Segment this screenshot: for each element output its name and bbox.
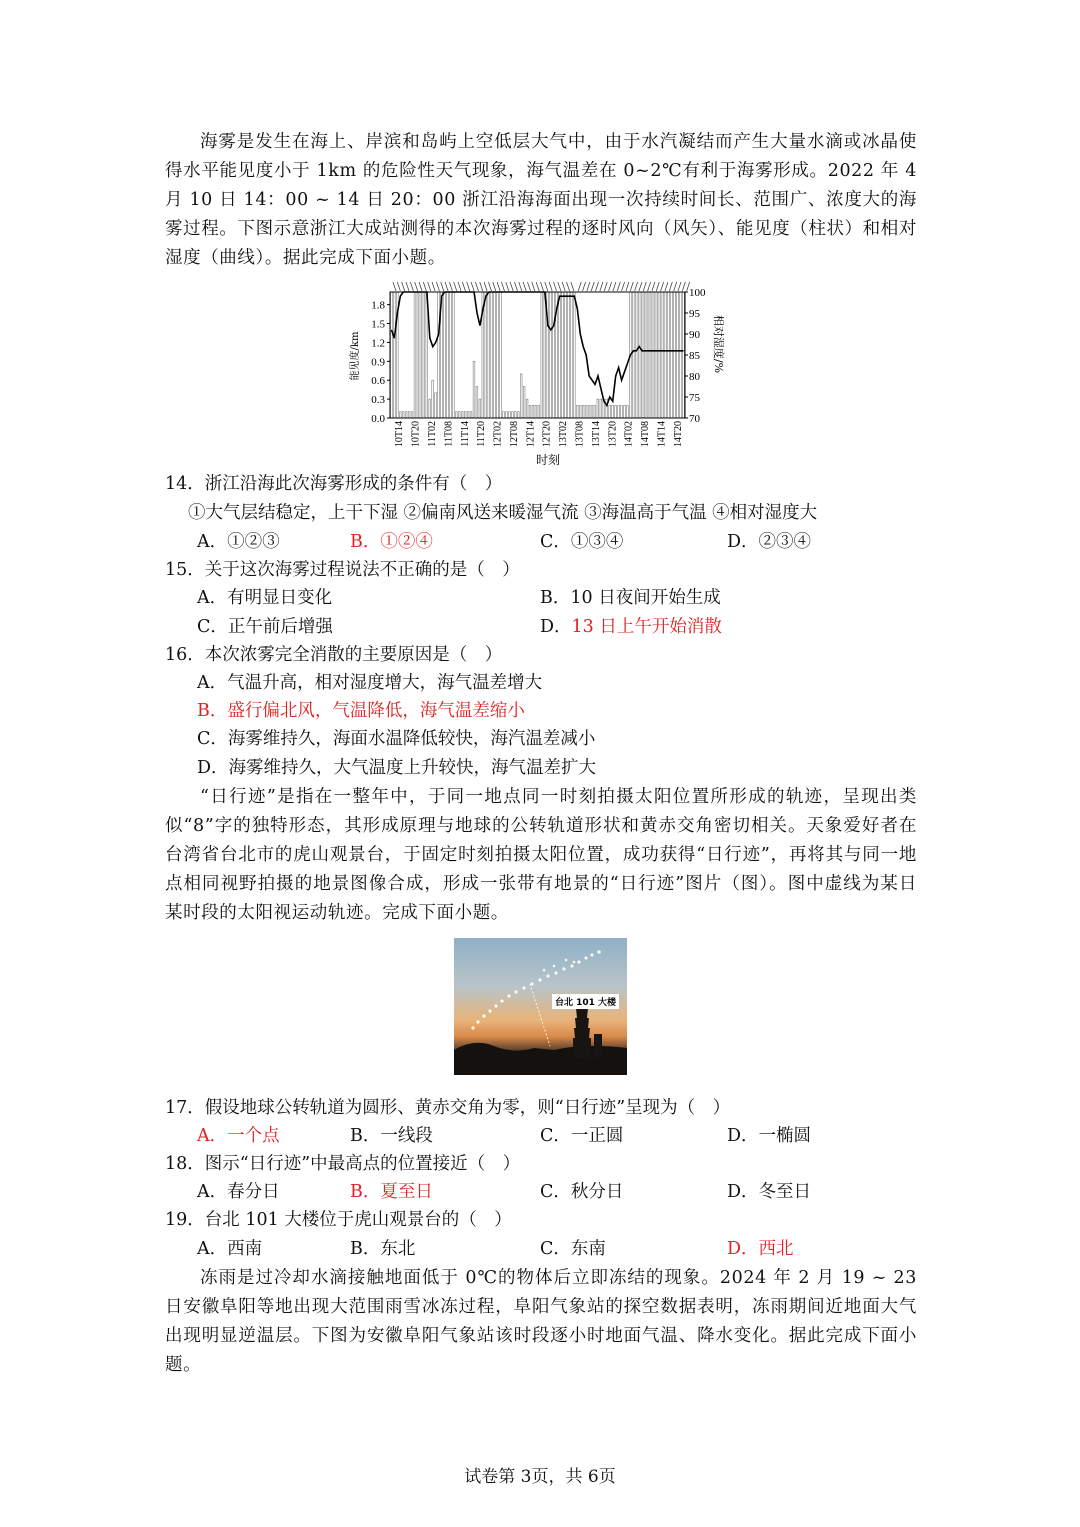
right-tick-label: 100 — [689, 287, 706, 299]
right-tick-label: 80 — [689, 371, 700, 383]
wind-barb — [669, 282, 672, 291]
sea-fog-chart — [340, 278, 740, 470]
visibility-bar — [609, 405, 611, 418]
wind-barb — [587, 282, 590, 291]
wind-barb — [626, 282, 629, 291]
q17-option-b: B．一线段 — [350, 1126, 433, 1146]
x-tick-label: 14T14 — [656, 421, 668, 448]
visibility-bar — [532, 405, 534, 418]
wind-barb — [462, 282, 465, 291]
wind-barb — [471, 282, 474, 291]
q18-stem: 18．图示“日行迹”中最高点的位置接近（ ） — [165, 1154, 521, 1174]
page-footer: 试卷第 3页，共 6页 — [464, 1467, 616, 1487]
q18-option-b: B．夏至日 — [350, 1182, 433, 1202]
q16-option-a: A．气温升高，相对湿度增大，海气温差增大 — [197, 673, 543, 693]
wind-barb — [571, 282, 574, 291]
visibility-bar — [582, 405, 584, 418]
wind-barb — [484, 282, 487, 291]
analemma-photo — [454, 938, 627, 1075]
right-tick-label: 90 — [689, 329, 700, 341]
visibility-bar — [393, 292, 395, 418]
wind-barb — [510, 282, 513, 291]
passage-freezing-rain: 冻雨是过冷却水滴接触地面低于 0℃的物体后立即冻结的现象。2024 年 2 月 19 ~ 23 日安徽阜阳等地出现大范围雨雪冰冻过程，阜阳气象站的探空数据表明，冻雨期间近地面大气出现明显逆温层。下图为安徽阜阳气象站该时段逐小时地面气温、降水变化。据此完成下面小题。 — [165, 1268, 917, 1375]
x-tick-label: 12T08 — [508, 421, 520, 448]
x-tick-label: 14T08 — [640, 421, 652, 448]
visibility-bar — [627, 405, 629, 418]
q17-stem: 17．假设地球公转轨道为圆形、黄赤交角为零，则“日行迹”呈现为（ ） — [165, 1098, 731, 1118]
y-right-axis-title: 相对湿度/% — [712, 314, 725, 374]
visibility-bar — [668, 292, 670, 418]
wind-barb — [613, 282, 616, 291]
q16-stem: 16．本次浓雾完全消散的主要原因是（ ） — [165, 645, 503, 665]
wind-barb — [562, 282, 565, 291]
x-tick-label: 10T20 — [410, 421, 422, 448]
q15-option-a: A．有明显日变化 — [197, 588, 333, 608]
q15-option-d-text: 13 日上午开始消散 — [571, 617, 722, 637]
visibility-bar — [520, 374, 522, 418]
visibility-bar — [562, 292, 564, 418]
left-tick-label: 0.6 — [371, 375, 385, 388]
wind-barb — [415, 282, 418, 291]
wind-barb — [674, 282, 677, 291]
wind-barb — [397, 282, 400, 291]
right-tick-label: 75 — [689, 392, 700, 404]
visibility-bar — [509, 412, 511, 418]
visibility-bar — [479, 399, 481, 418]
q14-option-b: B．①②④ — [350, 532, 433, 552]
q14-stem: 14．浙江沿海此次海雾形成的条件有（ ） — [165, 474, 503, 494]
wind-barb — [639, 282, 642, 291]
q19-option-b: B．东北 — [350, 1239, 416, 1259]
wind-barb — [545, 282, 548, 291]
visibility-bar — [565, 292, 567, 418]
passage-analemma: “日行迹”是指在一整年中，于同一地点同一时刻拍摄太阳位置所形成的轨迹，呈现出类似“8”字的独特形态，其形成原理与地球的公转轨道形状和黄赤交角密切相关。天象爱好者在台湾省台北市的虎山观景台，于固定时刻拍摄太阳位置，成功获得“日行迹”，再将其与同一地点相同视野拍摄的地景图像合成，形成一张带有地景的“日行迹”图片（图）。图中虚线为某日某时段的太阳视运动轨迹。完成下面小题。 — [165, 787, 917, 923]
visibility-bar — [641, 292, 643, 418]
visibility-bar — [455, 412, 457, 418]
visibility-bar — [612, 405, 614, 418]
q14-option-d: D．②③④ — [727, 532, 812, 552]
wind-barb — [591, 282, 594, 291]
visibility-bar — [497, 292, 499, 418]
left-tick-label: 0.0 — [371, 413, 385, 425]
sea-fog-chart-svg — [340, 278, 740, 470]
left-tick-label: 0.3 — [371, 394, 385, 407]
q17-option-a: A．一个点 — [197, 1126, 280, 1146]
x-tick-label: 10T14 — [394, 421, 406, 448]
wind-barb — [519, 282, 522, 291]
visibility-bar — [408, 412, 410, 418]
visibility-bar — [506, 412, 508, 418]
wind-barb — [622, 282, 625, 291]
visibility-bar — [402, 412, 404, 418]
q14-items: ①大气层结稳定，上干下湿 ②偏南风送来暖湿气流 ③海温高于气温 ④相对湿度大 — [188, 503, 818, 523]
visibility-bar — [414, 292, 416, 418]
visibility-bar — [594, 405, 596, 418]
wind-barb — [480, 282, 483, 291]
wind-barb — [467, 282, 470, 291]
passage-sea-fog: 海雾是发生在海上、岸滨和岛屿上空低层大气中，由于水汽凝结而产生大量水滴或冰晶使得水平能见度小于 1km 的危险性天气现象，海气温差在 0~2℃有利于海雾形成。2022 年 4 月 10 日 14：00 ~ 14 日 20：00 浙江沿海海面出现一次持续时间长、范围广、浓度大的海雾过程。下图示意浙江大成站测得的本次海雾过程的逐时风向（风矢）、能见度（柱状）和相对湿度（曲线）。据此完成下面小题。 — [165, 132, 917, 268]
visibility-bar — [615, 405, 617, 418]
visibility-bar — [417, 292, 419, 418]
wind-barb — [458, 282, 461, 291]
left-tick-label: 1.5 — [371, 318, 385, 331]
visibility-bar — [423, 292, 425, 418]
wind-barb — [445, 282, 448, 291]
wind-barb — [488, 282, 491, 291]
visibility-bar — [526, 399, 528, 418]
visibility-bar — [624, 405, 626, 418]
x-tick-label: 11T02 — [426, 421, 438, 447]
q19-stem: 19．台北 101 大楼位于虎山观景台的（ ） — [165, 1210, 512, 1230]
visibility-bar — [662, 292, 664, 418]
visibility-bar — [585, 405, 587, 418]
wind-barb — [436, 282, 439, 291]
wind-barb — [682, 282, 685, 291]
visibility-bar — [458, 412, 460, 418]
q19-option-a: A．西南 — [197, 1239, 263, 1259]
wind-barb — [501, 282, 504, 291]
visibility-bar — [429, 399, 431, 418]
wind-barb — [410, 282, 413, 291]
wind-barb — [656, 282, 659, 291]
q16-option-b: B．盛行偏北风，气温降低，海气温差缩小 — [197, 701, 525, 721]
visibility-bar — [503, 412, 505, 418]
visibility-bar — [523, 387, 525, 419]
visibility-bar — [452, 292, 454, 418]
visibility-bar — [550, 292, 552, 418]
wind-barb — [558, 282, 561, 291]
visibility-bar — [553, 292, 555, 418]
visibility-bar — [621, 405, 623, 418]
wind-barb — [630, 282, 633, 291]
visibility-bar — [399, 412, 401, 418]
visibility-bar — [529, 405, 531, 418]
visibility-bar — [573, 292, 575, 418]
x-tick-label: 13T02 — [558, 421, 570, 448]
visibility-bar — [538, 405, 540, 418]
visibility-bar — [461, 412, 463, 418]
photo-label: 台北 101 大楼 — [552, 994, 619, 1009]
visibility-bar — [420, 292, 422, 418]
visibility-bar — [470, 412, 472, 418]
wind-barb — [506, 282, 509, 291]
wind-barb — [609, 282, 612, 291]
wind-barb — [402, 282, 405, 291]
q18-option-c: C．秋分日 — [540, 1182, 624, 1202]
visibility-bar — [432, 380, 434, 418]
q16-option-d: D．海雾维持久，大气温度上升较快，海气温差扩大 — [197, 758, 597, 778]
x-axis-title: 时刻 — [535, 453, 561, 467]
wind-barb — [617, 282, 620, 291]
left-tick-label: 0.9 — [371, 356, 385, 369]
visibility-bar — [635, 292, 637, 418]
x-tick-label: 13T08 — [574, 421, 586, 448]
y-left-axis-title: 能见度/km — [350, 331, 361, 381]
visibility-bar — [677, 292, 679, 418]
visibility-bar — [570, 292, 572, 418]
visibility-bar — [494, 292, 496, 418]
x-tick-label: 14T20 — [672, 421, 684, 448]
visibility-bar — [541, 292, 543, 418]
wind-barb — [583, 282, 586, 291]
wind-barb — [635, 282, 638, 291]
wind-barb — [549, 282, 552, 291]
x-tick-label: 13T14 — [590, 421, 602, 448]
wind-barb — [596, 282, 599, 291]
wind-barb — [475, 282, 478, 291]
x-tick-label: 12T14 — [525, 421, 537, 448]
q16-option-c: C．海雾维持久，海面水温降低较快，海汽温差减小 — [197, 729, 596, 749]
q17-option-c: C．一正圆 — [540, 1126, 624, 1146]
q18-option-a: A．春分日 — [197, 1182, 280, 1202]
left-tick-label: 1.2 — [371, 337, 385, 350]
q17-option-d: D．一椭圆 — [727, 1126, 812, 1146]
visibility-bar — [467, 412, 469, 418]
x-tick-label: 12T20 — [541, 421, 553, 448]
visibility-bar — [511, 412, 513, 418]
visibility-bar — [447, 292, 449, 418]
wind-barb — [578, 282, 581, 291]
wind-barb — [423, 282, 426, 291]
wind-barb — [661, 282, 664, 291]
visibility-bar — [464, 412, 466, 418]
wind-barb — [432, 282, 435, 291]
visibility-bar — [659, 292, 661, 418]
visibility-bar — [653, 292, 655, 418]
visibility-bar — [576, 405, 578, 418]
visibility-bar — [559, 292, 561, 418]
visibility-bar — [476, 387, 478, 419]
q15-option-d-letter: D． — [540, 617, 572, 637]
visibility-bar — [391, 292, 393, 418]
visibility-bar — [680, 292, 682, 418]
x-tick-label: 11T14 — [459, 421, 471, 447]
visibility-bar — [683, 292, 685, 418]
visibility-bar — [438, 292, 440, 418]
wind-barb — [554, 282, 557, 291]
wind-barb — [527, 282, 530, 291]
plot-frame — [390, 292, 685, 418]
right-tick-label: 85 — [689, 350, 700, 362]
wind-barb — [497, 282, 500, 291]
visibility-bar — [665, 292, 667, 418]
wind-barb — [419, 282, 422, 291]
q15-option-b: B．10 日夜间开始生成 — [540, 588, 721, 608]
wind-barb — [441, 282, 444, 291]
visibility-bar — [444, 292, 446, 418]
visibility-bar — [588, 405, 590, 418]
right-tick-label: 70 — [689, 413, 700, 425]
visibility-bar — [488, 292, 490, 418]
x-tick-label: 12T02 — [492, 421, 504, 448]
visibility-bar — [632, 292, 634, 418]
left-tick-label: 1.8 — [371, 299, 385, 312]
wind-barb — [643, 282, 646, 291]
visibility-bar — [568, 292, 570, 418]
visibility-bar — [650, 292, 652, 418]
wind-barb — [532, 282, 535, 291]
q15-option-d — [540, 613, 722, 641]
wind-barb — [648, 282, 651, 291]
visibility-bar — [597, 399, 599, 418]
visibility-bar — [647, 292, 649, 418]
visibility-bar — [500, 292, 502, 418]
q18-option-d: D．冬至日 — [727, 1182, 812, 1202]
sun-path-dashed — [530, 984, 550, 1046]
wind-barb — [493, 282, 496, 291]
visibility-bar — [644, 292, 646, 418]
visibility-bar — [517, 412, 519, 418]
visibility-bar — [473, 361, 475, 418]
wind-barb — [514, 282, 517, 291]
wind-barb — [665, 282, 668, 291]
x-tick-label: 11T20 — [476, 421, 488, 447]
visibility-bar — [514, 412, 516, 418]
wind-barb — [536, 282, 539, 291]
wind-barb — [541, 282, 544, 291]
x-tick-label: 14T02 — [623, 421, 635, 448]
visibility-bar — [491, 292, 493, 418]
wind-barb — [652, 282, 655, 291]
wind-barb — [567, 282, 570, 291]
wind-barb — [600, 282, 603, 291]
visibility-bar — [485, 292, 487, 418]
wind-barb — [393, 282, 396, 291]
x-tick-label: 11T08 — [443, 421, 455, 447]
wind-barb — [428, 282, 431, 291]
visibility-bar — [591, 405, 593, 418]
wind-barb — [678, 282, 681, 291]
right-tick-label: 95 — [689, 308, 700, 320]
visibility-bar — [411, 412, 413, 418]
visibility-bar — [656, 292, 658, 418]
visibility-bar — [544, 292, 546, 418]
visibility-bar — [671, 292, 673, 418]
visibility-bar — [638, 292, 640, 418]
visibility-bar — [600, 399, 602, 418]
visibility-bar — [535, 405, 537, 418]
visibility-bar — [435, 393, 437, 418]
q15-stem: 15．关于这次海雾过程说法不正确的是（ ） — [165, 560, 520, 580]
visibility-bar — [405, 412, 407, 418]
visibility-bar — [618, 405, 620, 418]
q15-option-c: C．正午前后增强 — [197, 617, 333, 637]
visibility-bar — [450, 292, 452, 418]
wind-barb — [604, 282, 607, 291]
wind-barb — [449, 282, 452, 291]
q19-option-d: D．西北 — [727, 1239, 794, 1259]
wind-barb — [523, 282, 526, 291]
x-tick-label: 13T20 — [607, 421, 619, 448]
q19-option-c: C．东南 — [540, 1239, 606, 1259]
q14-option-c: C．①③④ — [540, 532, 624, 552]
visibility-bar — [579, 405, 581, 418]
visibility-bar — [674, 292, 676, 418]
q14-option-a: A．①②③ — [197, 532, 280, 552]
wind-barb — [406, 282, 409, 291]
wind-barb — [454, 282, 457, 291]
